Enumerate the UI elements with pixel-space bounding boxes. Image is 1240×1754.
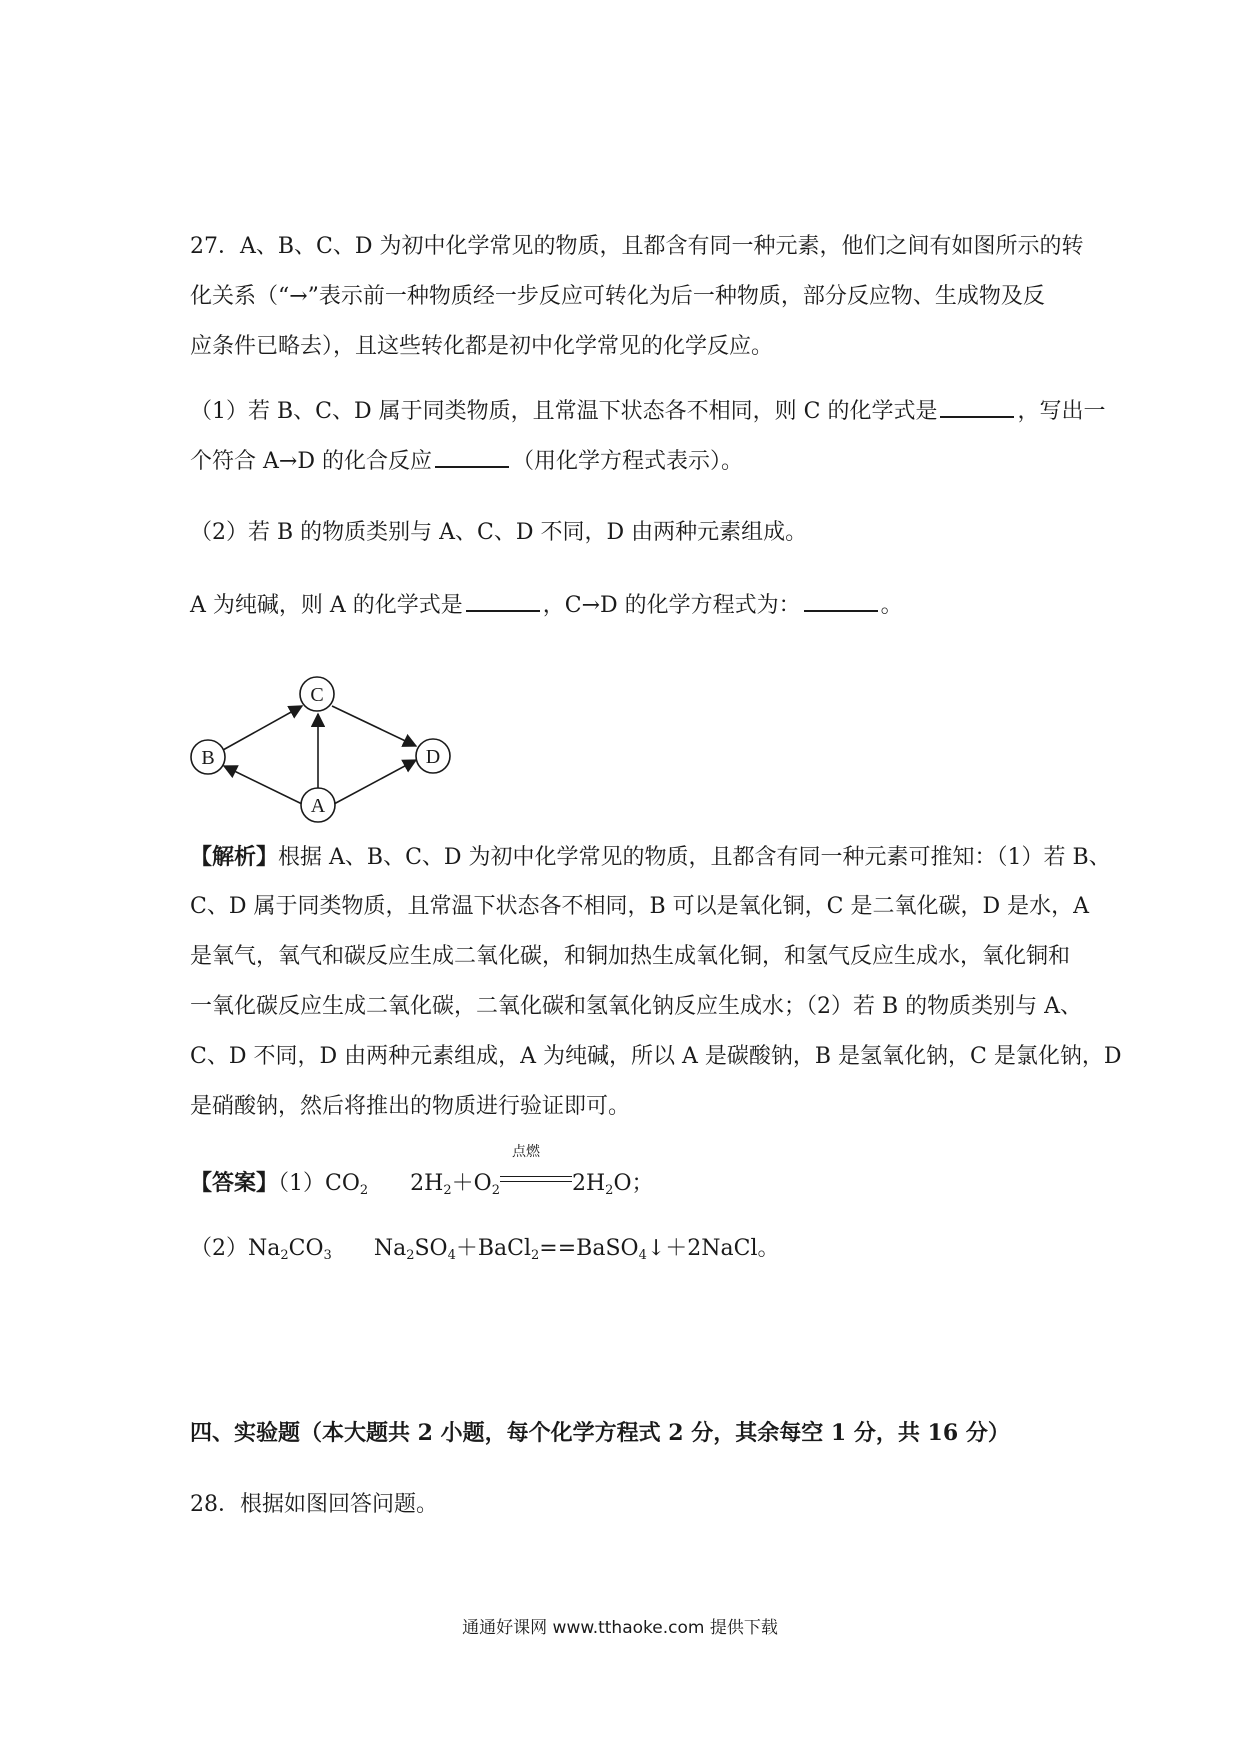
node-c-label: C [310, 684, 324, 706]
q27-part2-line-1: （2）若 B 的物质类别与 A、C、D 不同，D 由两种元素组成。 [190, 520, 808, 545]
eq-term: ↓＋2NaCl。 [646, 1236, 780, 1261]
answer-blank [804, 590, 878, 612]
answer-line-1 [190, 1144, 1060, 1199]
conversion-diagram [190, 658, 510, 838]
q27-line-2: 化关系（“→”表示前一种物质经一步反应可转化为后一种物质，部分反应物、生成物及反 [190, 284, 1045, 309]
footer-watermark: 通通好课网 www.tthaoke.com 提供下载 [462, 1618, 778, 1638]
analysis-label: 【解析】 [190, 844, 279, 870]
eq-term: ==BaSO [539, 1236, 639, 1261]
analysis-line-5: C、D 不同，D 由两种元素组成，A 为纯碱，所以 A 是碳酸钠，B 是氢氧化钠，C 是氯化钠，D [190, 1044, 1122, 1069]
subscript: 3 [323, 1248, 332, 1263]
eq-term: ＋O [451, 1171, 492, 1196]
arrow-a-to-b [224, 766, 302, 804]
q27-part1-text-d: （用化学方程式表示）。 [511, 449, 743, 474]
analysis-line-2: C、D 属于同类物质，且常温下状态各不相同，B 可以是氧化铜，C 是二氧化碳，D 是水，A [190, 894, 1089, 919]
answer-2-prefix: （2）Na [190, 1236, 281, 1261]
q27-line-3: 应条件已略去），且这些转化都是初中化学常见的化学反应。 [190, 334, 774, 359]
answer-1-prefix: （1）CO [278, 1171, 360, 1196]
arrow-b-to-c [223, 706, 302, 750]
q27-part1-line-2 [190, 446, 1060, 477]
reaction-condition: 点燃 [511, 1144, 540, 1160]
node-c [300, 677, 334, 711]
eq-term: 2H [571, 1171, 606, 1196]
subscript: 2 [531, 1248, 540, 1263]
q27-part1-text-b: ，写出一 [1017, 399, 1106, 424]
node-d [416, 739, 450, 773]
node-b-label: B [201, 747, 215, 769]
q27-line-1: 27．A、B、C、D 为初中化学常见的物质，且都含有同一种元素，他们之间有如图所示的转 [190, 234, 1084, 259]
arrow-a-to-d [334, 760, 416, 804]
analysis-line-1 [190, 842, 1111, 873]
subscript: 2 [359, 1183, 369, 1198]
section-4-heading: 四、实验题（本大题共 2 小题，每个化学方程式 2 分，其余每空 1 分，共 16 分） [190, 1420, 1010, 1446]
analysis-line-4: 一氧化碳反应生成二氧化碳，二氧化碳和氢氧化钠反应生成水；（2）若 B 的物质类别与 A、 [190, 994, 1083, 1019]
subscript: 2 [443, 1183, 452, 1198]
eq-term: Na [373, 1236, 407, 1261]
answer-blank [466, 590, 540, 612]
answer-blank [940, 396, 1014, 418]
node-a [301, 788, 335, 822]
analysis-line-3: 是氧气，氧气和碳反应生成二氧化碳，和铜加热生成氧化铜，和氢气反应生成水，氧化铜和 [190, 944, 1071, 969]
node-b [191, 740, 225, 774]
subscript: 4 [638, 1248, 647, 1263]
subscript: 4 [447, 1248, 456, 1263]
analysis-line-6: 是硝酸钠，然后将推出的物质进行验证即可。 [190, 1094, 631, 1119]
subscript: 2 [491, 1183, 500, 1198]
answer-label: 【答案】 [190, 1170, 279, 1196]
q27-part2-text-a: A 为纯碱，则 A 的化学式是 [190, 593, 463, 618]
q27-part2-line-2 [190, 590, 1060, 621]
reaction-arrow [500, 1144, 572, 1190]
eq-term: 2H [410, 1171, 444, 1196]
subscript: 2 [406, 1248, 415, 1263]
q27-part1-text-a: （1）若 B、C、D 属于同类物质，且常温下状态各不相同，则 C 的化学式是 [190, 399, 938, 424]
answer-line-2 [190, 1234, 1060, 1264]
q28-text: 28．根据如图回答问题。 [190, 1492, 438, 1517]
q27-part1-line-1 [190, 396, 1106, 427]
node-a-label: A [310, 795, 326, 817]
q27-part2-text-b: ，C→D 的化学方程式为： [542, 593, 801, 618]
arrow-c-to-d [332, 706, 416, 746]
analysis-text-1: 根据 A、B、C、D 为初中化学常见的物质，且都含有同一种元素可推知：（1）若 B、 [278, 845, 1111, 870]
eq-term: SO [414, 1236, 448, 1261]
q27-part2-text-c: 。 [880, 593, 903, 618]
node-d-label: D [425, 746, 441, 768]
eq-term: CO [288, 1236, 324, 1261]
subscript: 2 [280, 1248, 289, 1263]
eq-term: ＋BaCl [455, 1236, 532, 1261]
answer-blank [435, 446, 509, 468]
q27-part1-text-c: 个符合 A→D 的化合反应 [190, 449, 432, 474]
eq-term: O； [613, 1171, 654, 1196]
subscript: 2 [605, 1183, 614, 1198]
